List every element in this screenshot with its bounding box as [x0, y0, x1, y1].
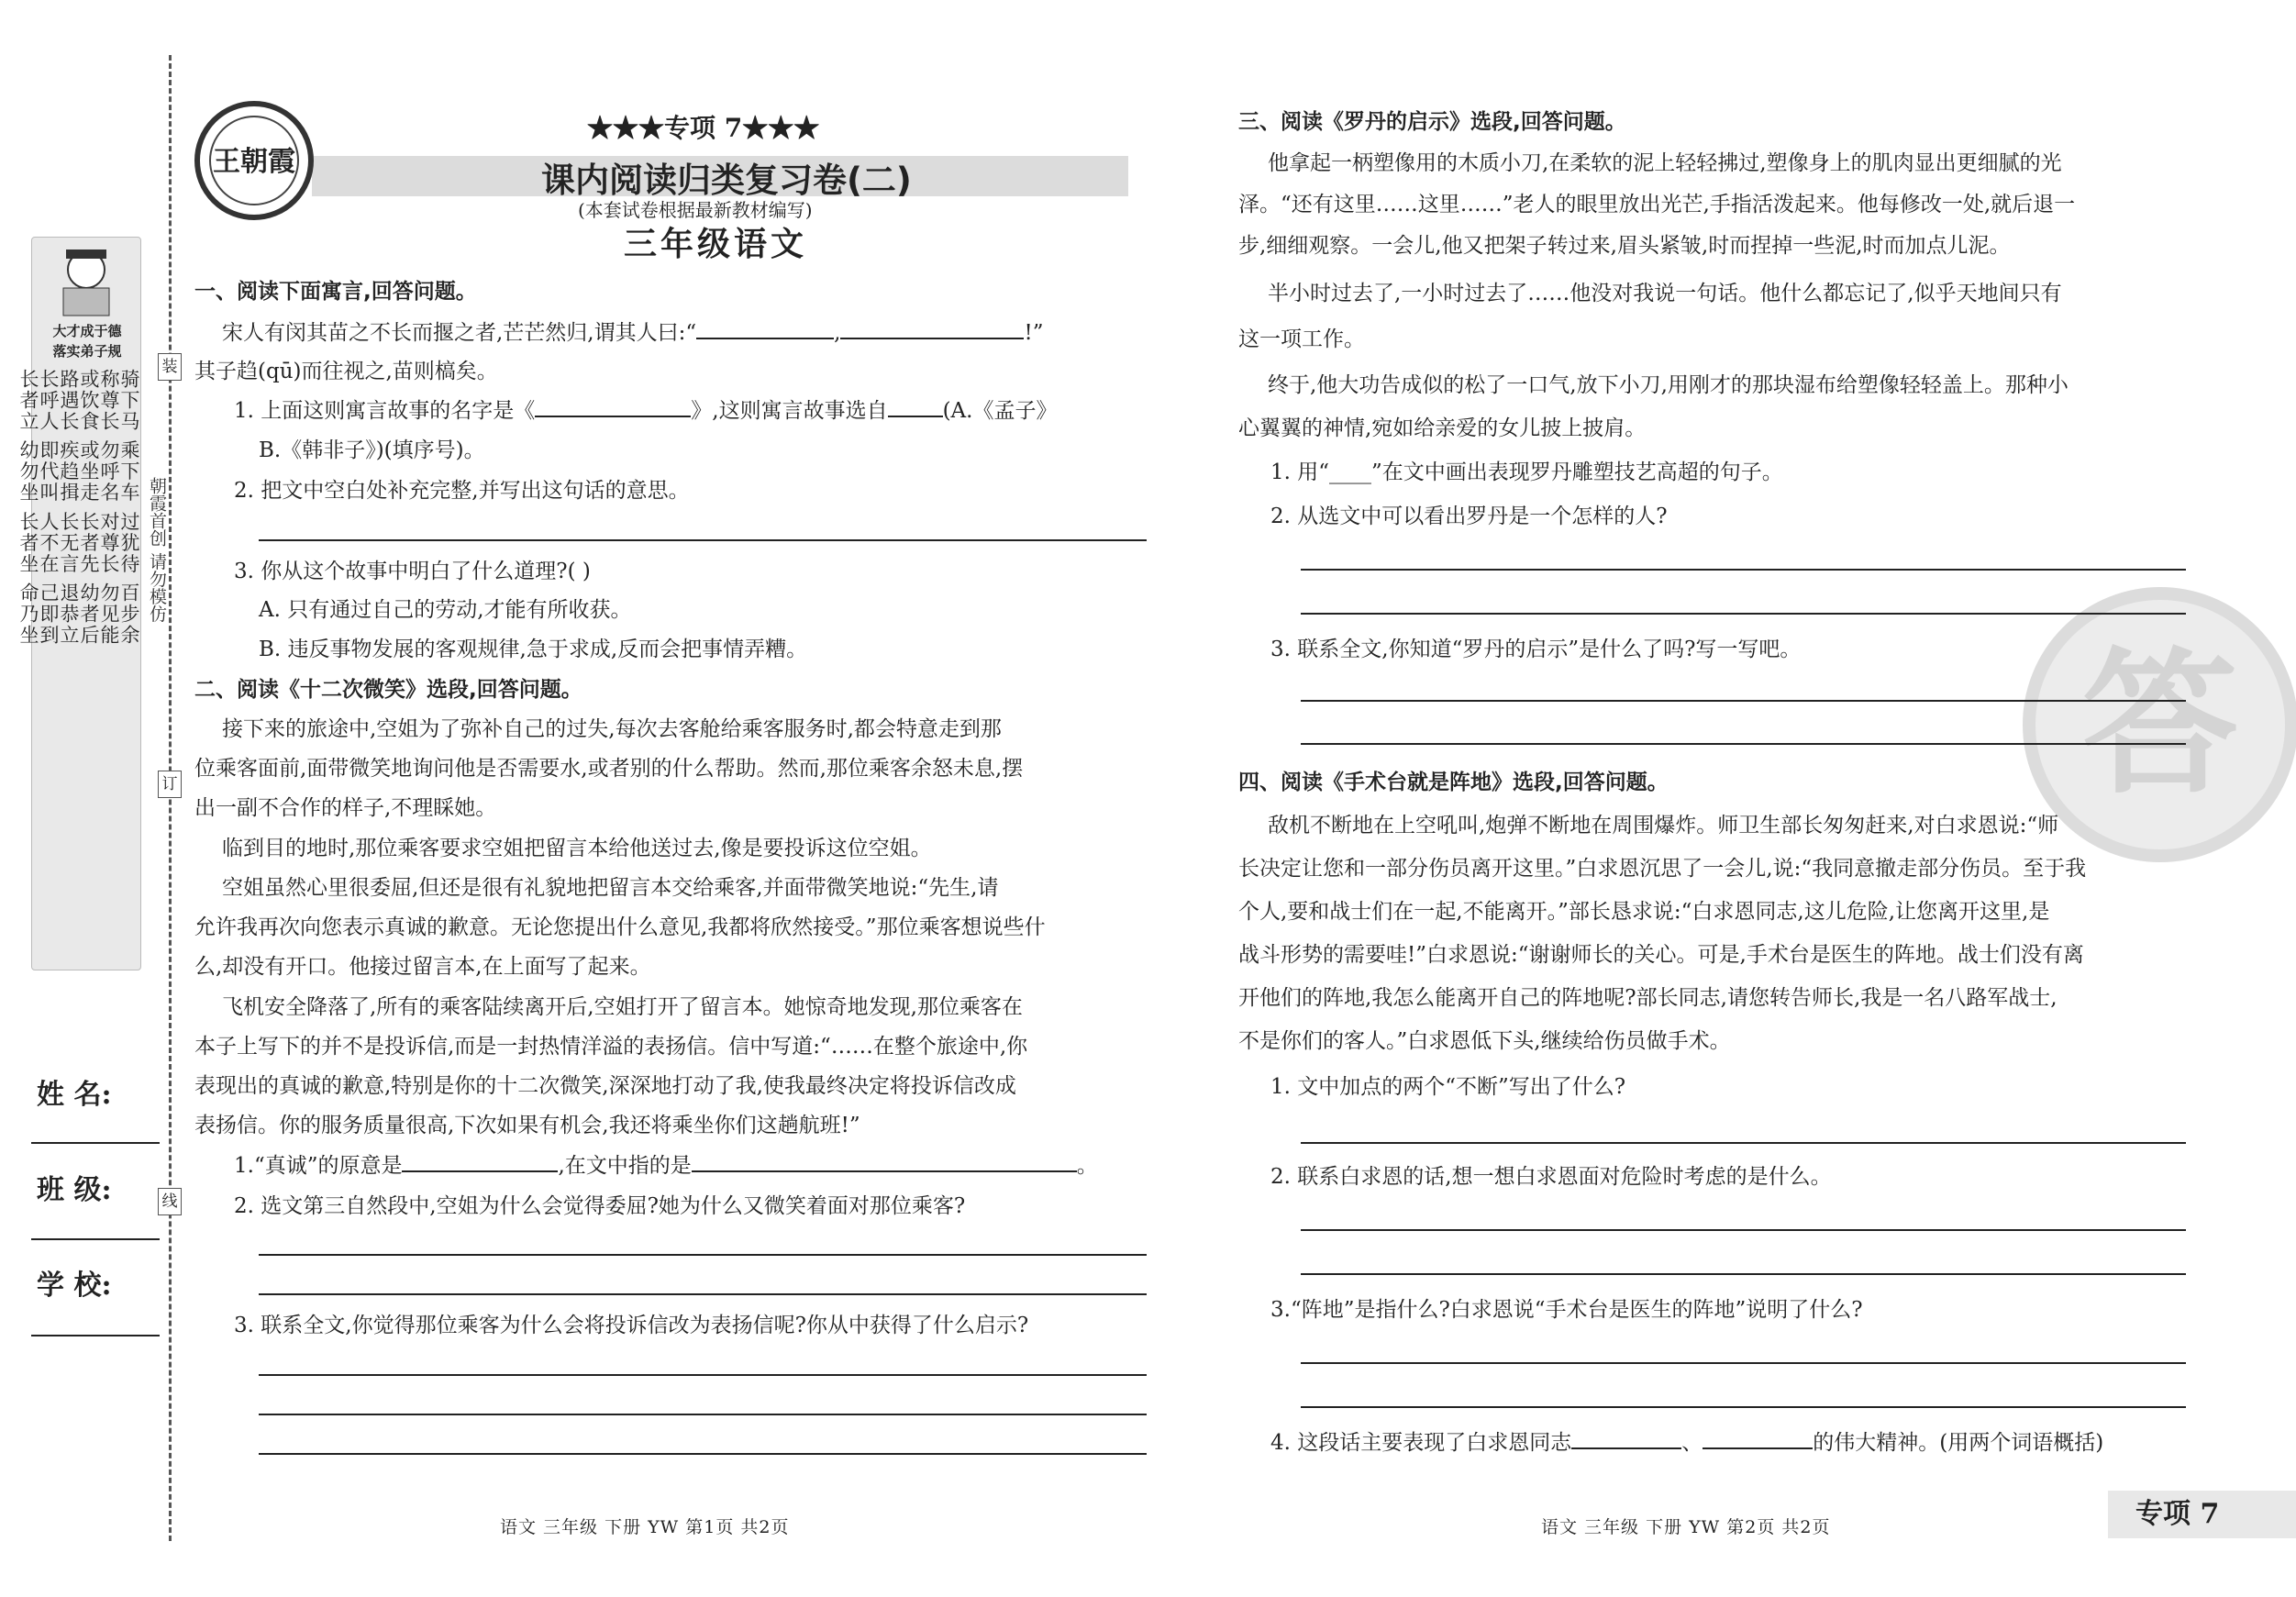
- answer-line[interactable]: [1301, 1273, 2186, 1275]
- s1-q1: 1. 上面这则寓言故事的名字是《 》,这则寓言故事选自 (A.《孟子》: [234, 399, 1058, 423]
- s4-line: 战斗形势的需要哇!”白求恩说:“谢谢师长的关心。可是,手术台是医生的阵地。战士们没有离: [1238, 943, 2084, 967]
- s2-line: 么,却没有开口。他接过留言本,在上面写了起来。: [194, 955, 651, 979]
- cut-mark: 装: [158, 353, 182, 381]
- rule-column: 路遇长 疾趋揖 长无言 退恭立: [58, 369, 80, 647]
- s4-line: 敌机不断地在上空吼叫,炮弹不断地在周围爆炸。师卫生部长匆匆赶来,对白求恩说:“师: [1268, 814, 2059, 837]
- s3-q1: 1. 用“____”在文中画出表现罗丹雕塑技艺高超的句子。: [1270, 460, 1783, 484]
- class-field[interactable]: [31, 1238, 160, 1240]
- name-label: 姓 名:: [37, 1079, 112, 1111]
- s3-q2: 2. 从选文中可以看出罗丹是一个怎样的人?: [1270, 505, 1668, 528]
- page-footer-2: 语文 三年级 下册 YW 第2页 共2页: [1541, 1517, 1831, 1537]
- s1-q3: 3. 你从这个故事中明白了什么道理?( ): [234, 560, 591, 583]
- subtitle: (本套试卷根据最新教材编写): [578, 199, 813, 221]
- name-field[interactable]: [31, 1142, 160, 1144]
- answer-line[interactable]: [259, 539, 1147, 541]
- s4-line: 个人,要和战士们在一起,不能离开。”部长恳求说:“白求恩同志,这儿危险,让您离开这里,是: [1238, 900, 2050, 924]
- answer-line[interactable]: [259, 1374, 1147, 1376]
- section-3-heading: 三、阅读《罗丹的启示》选段,回答问题。: [1238, 110, 1626, 134]
- s4-line: 开他们的阵地,我怎么能离开自己的阵地呢?部长同志,请您转告师长,我是一名八路军战士,: [1238, 986, 2058, 1010]
- rule-column: 称尊长 勿呼名 对尊长 勿见能: [98, 369, 120, 647]
- rule-column: 长呼人 即代叫 人不在 己即到: [38, 369, 60, 647]
- publisher-logo: [194, 101, 314, 220]
- s2-line: 飞机安全降落了,所有的乘客陆续离开后,空姐打开了留言本。她惊奇地发现,那位乘客在: [222, 995, 1023, 1019]
- s1-q1-cont: B.《韩非子》)(填序号)。: [259, 438, 485, 462]
- s3-line: 步,细细观察。一会儿,他又把架子转过来,眉头紧皱,时而捏掉一些泥,时而加点儿泥。: [1238, 234, 2011, 258]
- copyright-slogan: 朝霞首创 请勿模仿: [147, 477, 167, 623]
- class-label: 班 级:: [37, 1174, 112, 1206]
- s1-passage-cont: 其子趋(qū)而往视之,苗则槁矣。: [194, 360, 498, 383]
- s1-passage: 宋人有闵其苗之不长而揠之者,芒芒然归,谓其人曰:“ , !”: [222, 321, 1044, 345]
- s2-line: 表扬信。你的服务质量很高,下次如果有机会,我还将乘坐你们这趟航班!”: [194, 1114, 860, 1137]
- s1-q2: 2. 把文中空白处补充完整,并写出这句话的意思。: [234, 479, 690, 503]
- answer-line[interactable]: [1301, 743, 2186, 745]
- s3-line: 半小时过去了,一小时过去了……他没对我说一句话。他什么都忘记了,似乎天地间只有: [1268, 282, 2062, 305]
- answer-line[interactable]: [1301, 613, 2186, 615]
- page-title: 课内阅读归类复习卷(二): [541, 161, 912, 200]
- s3-line: 心翼翼的神情,宛如给亲爱的女儿披上披肩。: [1238, 416, 1647, 440]
- answer-line[interactable]: [1301, 1229, 2186, 1231]
- rule-column: 或饮食 或坐走 长者先 幼者后: [78, 369, 100, 647]
- section-4-heading: 四、阅读《手术台就是阵地》选段,回答问题。: [1238, 771, 1669, 794]
- rule-column: 骑下马 乘下车 过犹待 百步余: [118, 369, 140, 647]
- section-2-heading: 二、阅读《十二次微笑》选段,回答问题。: [194, 678, 582, 702]
- s2-line: 位乘客面前,面带微笑地询问他是否需要水,或者别的什么帮助。然而,那位乘客余怒未息,摆: [194, 757, 1024, 781]
- cut-mark: 订: [158, 771, 182, 798]
- watermark-seal: 答: [2023, 587, 2296, 862]
- section-1-heading: 一、阅读下面寓言,回答问题。: [194, 280, 477, 304]
- series-badge: 专项 7: [2108, 1491, 2296, 1538]
- series-label: ★★★专项 7★★★: [587, 113, 820, 143]
- answer-line[interactable]: [1301, 1142, 2186, 1144]
- answer-line[interactable]: [259, 1414, 1147, 1415]
- s4-line: 不是你们的客人。”白求恩低下头,继续给伤员做手术。: [1238, 1029, 1731, 1053]
- answer-line[interactable]: [259, 1293, 1147, 1295]
- s3-line: 泽。“还有这里……这里……”老人的眼里放出光芒,手指活泼起来。他每修改一处,就后退一: [1238, 193, 2076, 216]
- s1-q3-option-a: A. 只有通过自己的劳动,才能有所收获。: [259, 598, 632, 622]
- s1-q3-option-b: B. 违反事物发展的客观规律,急于求成,反而会把事情弄糟。: [259, 638, 808, 661]
- s2-line: 空姐虽然心里很委屈,但还是很有礼貌地把留言本交给乘客,并面带微笑地说:“先生,请: [222, 876, 999, 900]
- s2-q2: 2. 选文第三自然段中,空姐为什么会觉得委屈?她为什么又微笑着面对那位乘客?: [234, 1194, 966, 1218]
- answer-line[interactable]: [259, 1453, 1147, 1455]
- school-field[interactable]: [31, 1335, 160, 1336]
- s2-q3: 3. 联系全文,你觉得那位乘客为什么会将投诉信改为表扬信呢?你从中获得了什么启示?: [234, 1314, 1029, 1337]
- answer-line[interactable]: [259, 1254, 1147, 1256]
- answer-line[interactable]: [1301, 700, 2186, 702]
- s4-q3: 3.“阵地”是指什么?白求恩说“手术台是医生的阵地”说明了什么?: [1270, 1298, 1863, 1322]
- side-quote: 大才成于德 落实弟子规: [52, 323, 122, 360]
- s2-line: 表现出的真诚的歉意,特别是你的十二次微笑,深深地打动了我,使我最终决定将投诉信改成: [194, 1074, 1016, 1098]
- s2-line: 允许我再次向您表示真诚的歉意。无论您提出什么意见,我都将欣然接受。”那位乘客想说些什: [194, 915, 1046, 939]
- s2-line: 本子上写下的并不是投诉信,而是一封热情洋溢的表扬信。信中写道:“……在整个旅途中,你: [194, 1035, 1028, 1059]
- rule-column: 长者立 幼勿坐 长者坐 命乃坐: [17, 369, 39, 647]
- s4-line: 长决定让您和一部分伤员离开这里。”白求恩沉思了一会儿,说:“我同意撤走部分伤员。至于我: [1238, 857, 2087, 881]
- s4-q1: 1. 文中加点的两个“不断”写出了什么?: [1270, 1075, 1626, 1099]
- cut-mark: 线: [158, 1188, 182, 1215]
- s4-q4: 4. 这段话主要表现了白求恩同志 、 的伟大精神。(用两个词语概括): [1270, 1431, 2104, 1455]
- s3-line: 终于,他大功告成似的松了一口气,放下小刀,用刚才的那块湿布给塑像轻轻盖上。那种小: [1268, 373, 2069, 397]
- grade-title: 三年级语文: [624, 226, 808, 263]
- s3-line: 他拿起一柄塑像用的木质小刀,在柔软的泥上轻轻拂过,塑像身上的肌肉显出更细腻的光: [1268, 151, 2062, 175]
- s2-q1: 1.“真诚”的原意是 ,在文中指的是 。: [234, 1154, 1098, 1178]
- s2-line: 接下来的旅途中,空姐为了弥补自己的过失,每次去客舱给乘客服务时,都会特意走到那: [222, 717, 1002, 741]
- logo-text: 王朝霞: [209, 116, 299, 205]
- dizigui-rules: [17, 369, 140, 956]
- s2-line: 临到目的地时,那位乘客要求空姐把留言本给他送过去,像是要投诉这位空姐。: [222, 837, 932, 860]
- answer-line[interactable]: [1301, 1362, 2186, 1364]
- binding-dashed-line: [169, 55, 172, 1541]
- s3-line: 这一项工作。: [1238, 327, 1365, 351]
- s4-q2: 2. 联系白求恩的话,想一想白求恩面对危险时考虑的是什么。: [1270, 1165, 1832, 1189]
- answer-line[interactable]: [1301, 569, 2186, 571]
- page-footer-1: 语文 三年级 下册 YW 第1页 共2页: [500, 1517, 790, 1537]
- scholar-illustration: [40, 244, 132, 317]
- s2-line: 出一副不合作的样子,不理睬她。: [194, 796, 497, 820]
- school-label: 学 校:: [37, 1270, 112, 1302]
- s3-q3: 3. 联系全文,你知道“罗丹的启示”是什么了吗?写一写吧。: [1270, 638, 1802, 661]
- answer-line[interactable]: [1301, 1406, 2186, 1408]
